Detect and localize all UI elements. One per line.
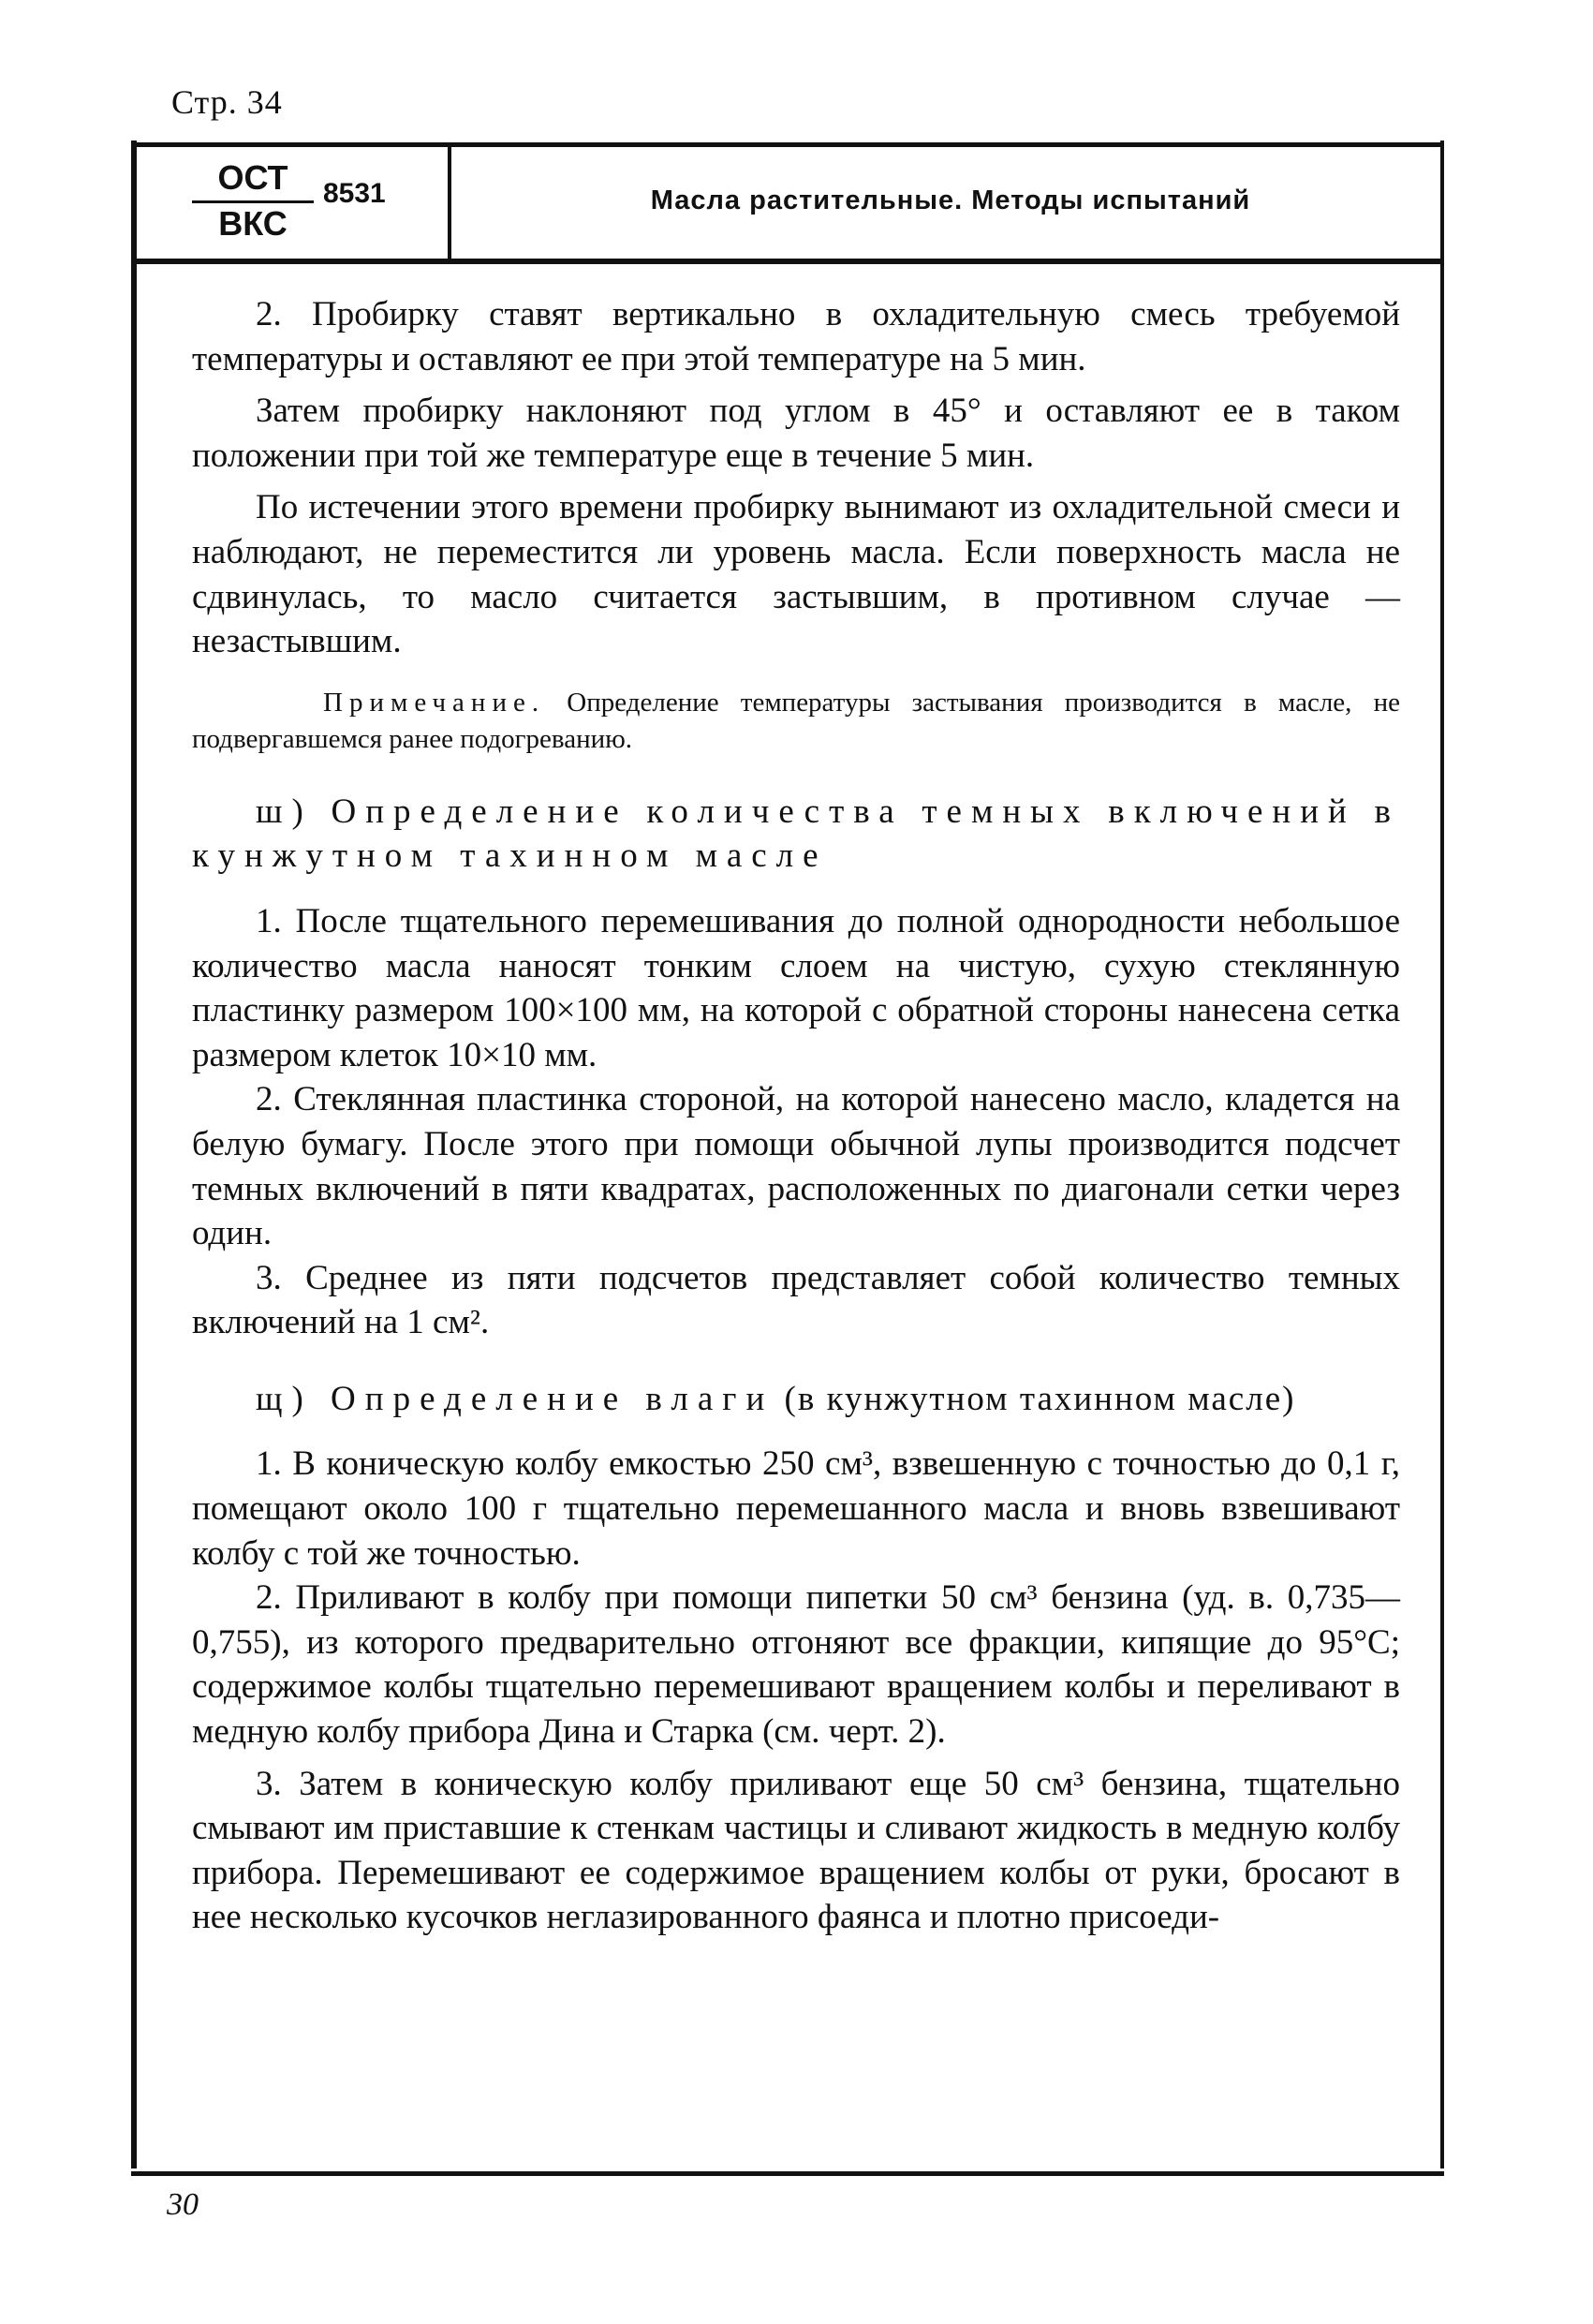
frame-bottom-rule xyxy=(131,2171,1444,2176)
paragraph: 3. Затем в коническую колбу приливают еще 50 см³ бензина, тщательно смывают им приставшие к стенкам частицы и сливают жидкость в медную колбу прибора. Перемешивают ее содержимое вращением колбы от руки, бросают в нее несколько кусочков неглазированного фаянса и плотно присоеди- xyxy=(192,1764,1400,1937)
paragraph: 3. Среднее из пяти подсчетов представляет собой количество темных включений на 1 см². xyxy=(192,1258,1400,1342)
header-title: Масла растительные. Методы испытаний xyxy=(650,185,1251,215)
header-bottom-rule xyxy=(131,259,1444,264)
section-heading-rest: (в кунжутном тахинном масле) xyxy=(774,1379,1296,1418)
section-heading: ш) Определение количества темных включений в кунжутном тахинном масле xyxy=(192,792,1400,876)
frame-left-border xyxy=(131,141,137,2169)
standard-numerator: ОСТ xyxy=(192,157,314,203)
paragraph: 2. Пробирку ставят вертикально в охладительную смесь требуемой температуры и оставляют ее при этой температуре на 5 мин. xyxy=(192,295,1400,378)
note-label: Примечание. xyxy=(323,687,546,718)
paragraph: 1. После тщательного перемешивания до полной однородности небольшое количество масла наносят тонким слоем на чистую, сухую стеклянную пластинку размером 100×100 мм, на которой с обратной стороны нанесена сетка размером клеток 10×10 мм. xyxy=(192,901,1400,1074)
page-number-top: Стр. 34 xyxy=(171,83,283,121)
section-heading xyxy=(192,1377,1400,1422)
paragraph: По истечении этого времени пробирку вынимают из охладительной смеси и наблюдают, не переместится ли уровень масла. Если поверхность масла не сдвинулась, то масло считается застывшим, в противном случае — незастывшим. xyxy=(192,488,1400,661)
note xyxy=(192,685,1400,758)
paragraph: 2. Стеклянная пластинка стороной, на которой нанесено масло, кладется на белую бумагу. После этого при помощи обычной лупы производится подсчет темных включений в пяти квадратах, расположенных по диагонали сетки через один. xyxy=(192,1080,1400,1253)
header-top-rule xyxy=(131,142,1444,147)
paragraph: 2. Приливают в колбу при помощи пипетки 50 см³ бензина (уд. в. 0,735—0,755), из которого предварительно отгоняют все фракции, кипящие до 95°С; содержимое колбы тщательно перемешивают вращением колбы и переливают в медную колбу прибора Дина и Старка (см. черт. 2). xyxy=(192,1578,1400,1752)
page-body xyxy=(192,292,1400,1940)
header-divider xyxy=(448,142,451,262)
frame-right-border xyxy=(1440,141,1444,2169)
note-text: Определение температуры застывания производится в масле, не подвергавшемся ранее подогреванию. xyxy=(192,687,1400,754)
standard-code: 8531 xyxy=(323,178,386,209)
paragraph: Затем пробирку наклоняют под углом в 45° и оставляют ее в таком положении при той же температуре еще в течение 5 мин. xyxy=(192,392,1400,475)
page-number-bottom: 30 xyxy=(167,2187,199,2222)
standard-designation xyxy=(192,157,314,244)
paragraph: 1. В коническую колбу емкостью 250 см³, взвешенную с точностью до 0,1 г, помещают около 100 г тщательно перемешанного масла и вновь взвешивают колбу с той же точностью. xyxy=(192,1444,1400,1573)
section-heading-label: щ) Определение влаги xyxy=(256,1379,774,1418)
standard-denominator: ВКС xyxy=(218,204,288,243)
